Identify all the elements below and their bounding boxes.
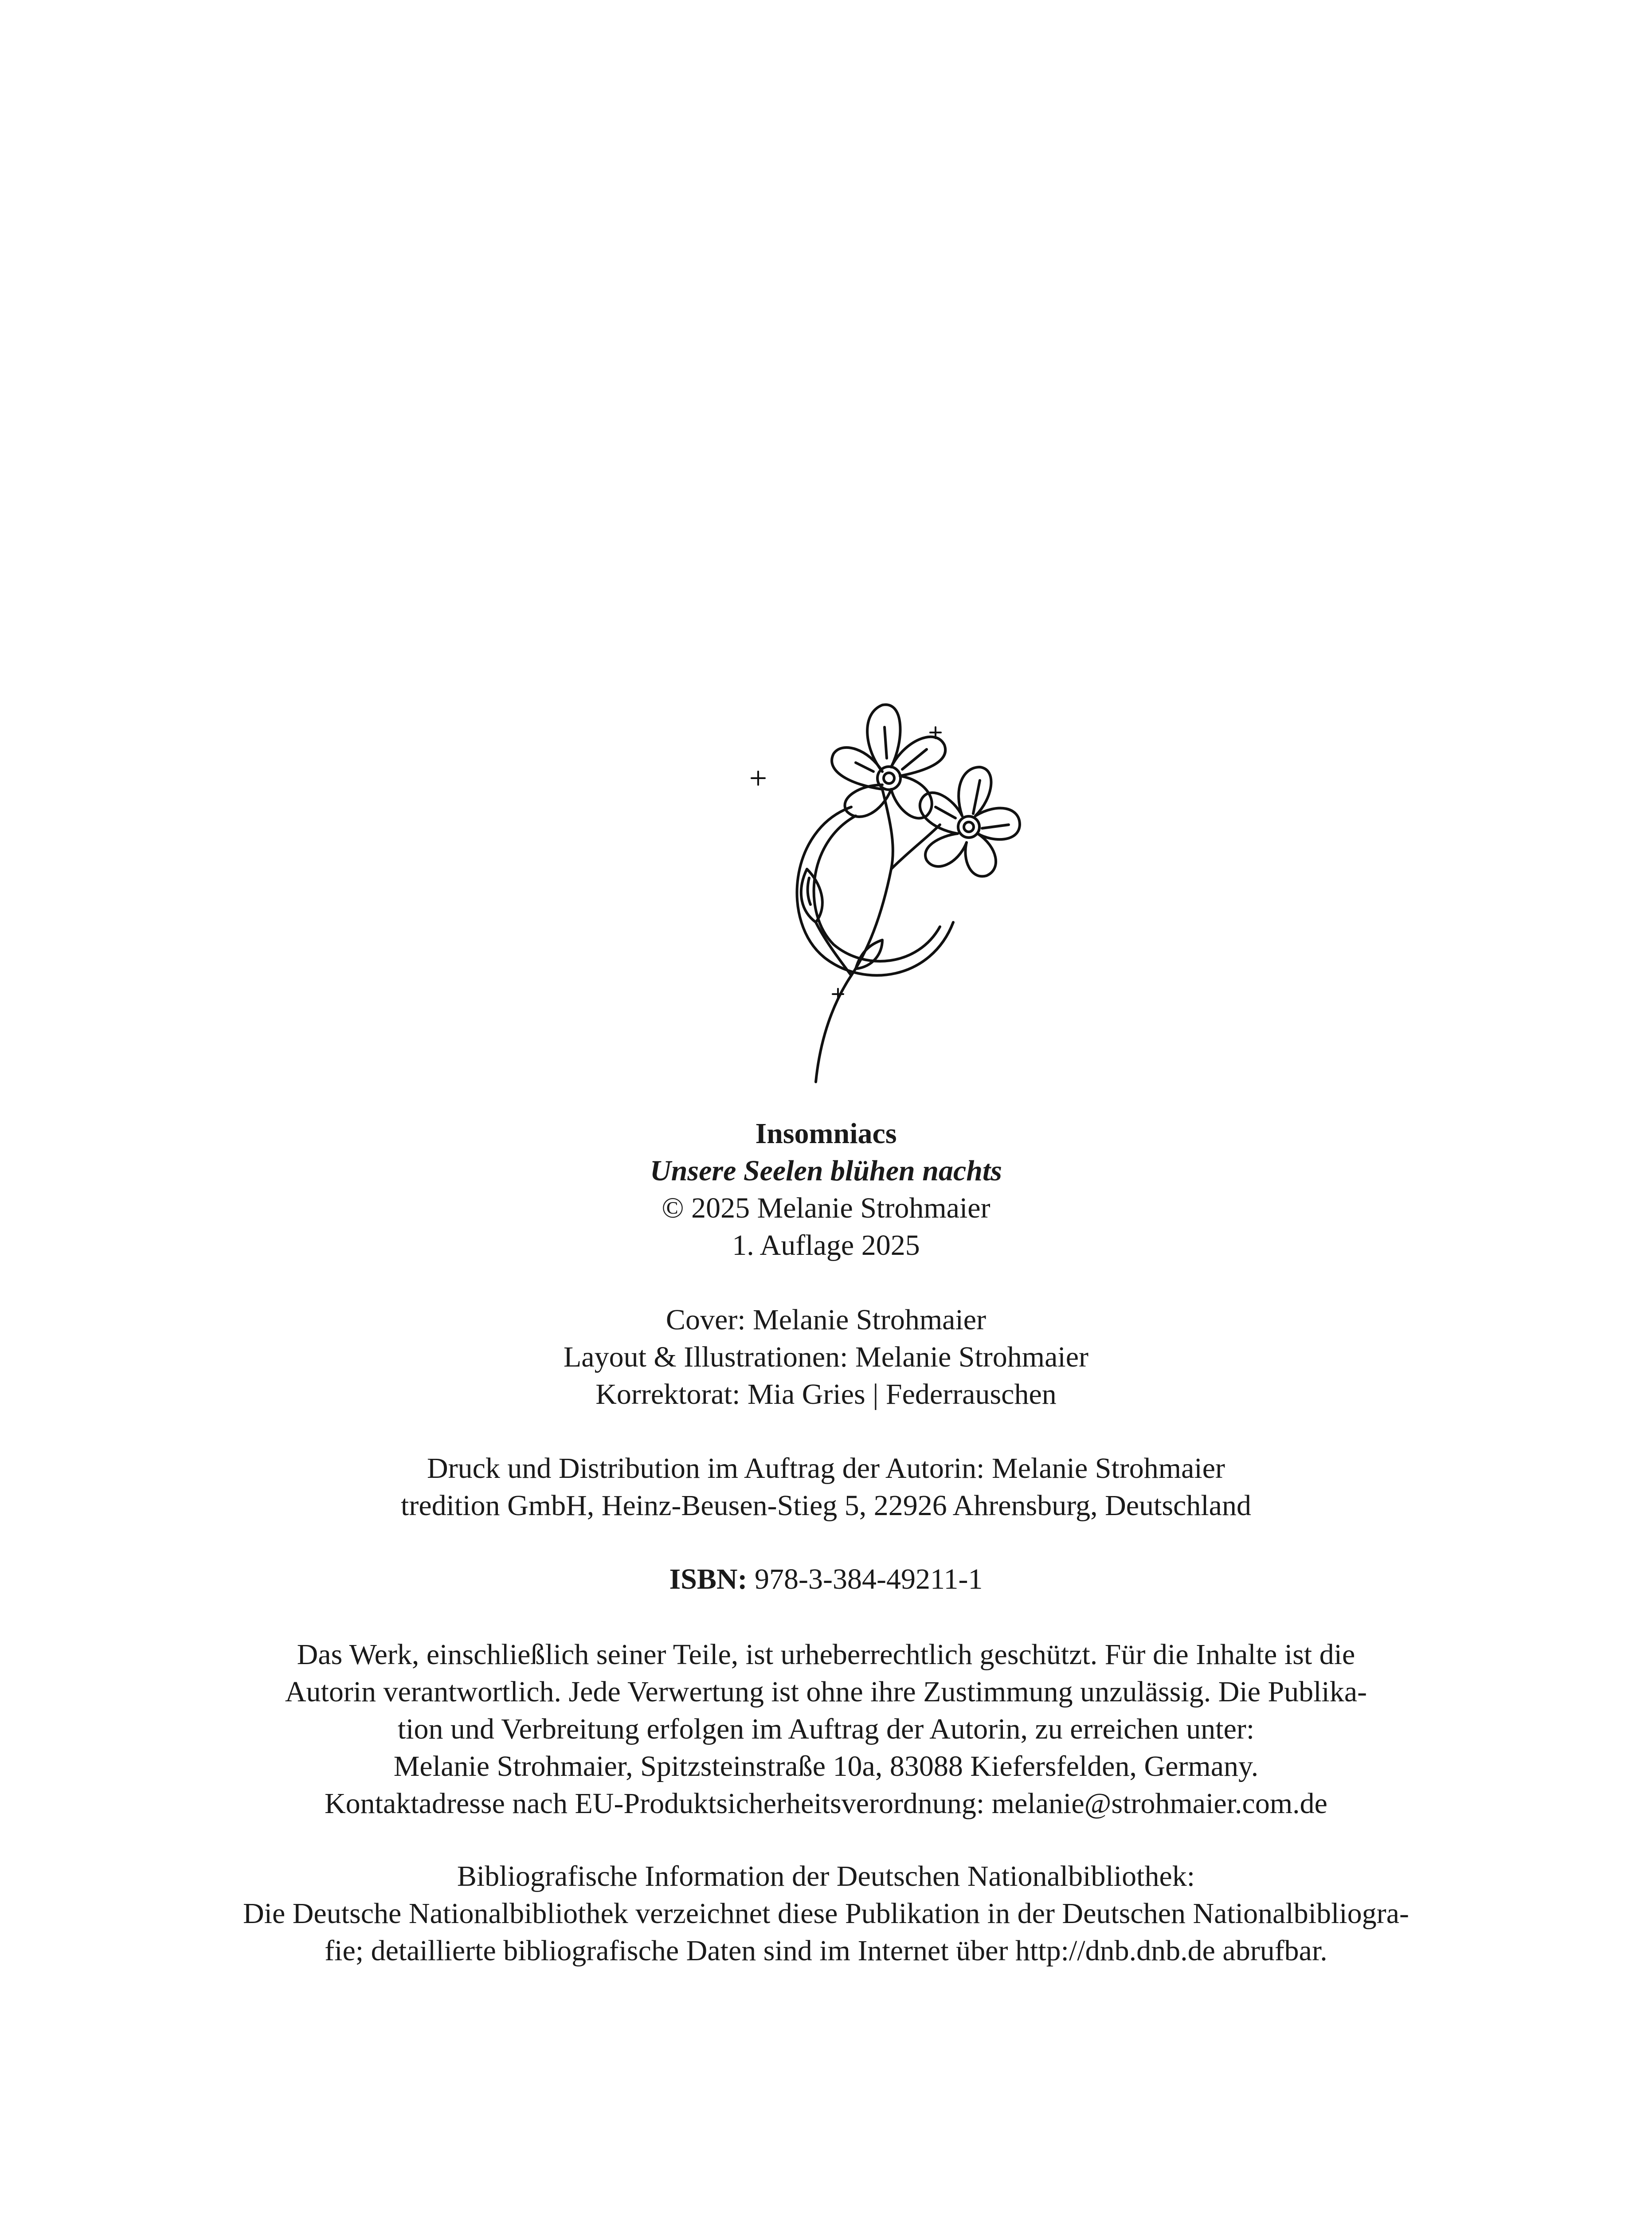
credits-block — [0, 1301, 1652, 1413]
edition-line: 1. Auflage 2025 — [732, 1229, 920, 1261]
biblio-line-2: Die Deutsche Nationalbibliothek verzeichnet diese Publikation in der Deutschen Nationalbibliogra- — [243, 1897, 1409, 1930]
book-title: Insomniacs — [755, 1117, 897, 1150]
printing-line-1: Druck und Distribution im Auftrag der Autorin: Melanie Strohmaier — [427, 1452, 1225, 1485]
biblio-line-3: fie; detaillierte bibliografische Daten sind im Internet über http://dnb.dnb.de abrufbar. — [325, 1935, 1327, 1967]
book-subtitle: Unsere Seelen blühen nachts — [650, 1155, 1002, 1187]
rights-block — [0, 1636, 1652, 1822]
printing-line-2: tredition GmbH, Heinz-Beusen-Stieg 5, 22926 Ahrensburg, Deutschland — [401, 1489, 1251, 1522]
cover-credit: Cover: Melanie Strohmaier — [665, 1304, 987, 1336]
rights-line-5: Kontaktadresse nach EU-Produktsicherheitsverordnung: melanie@strohmaier.com.de — [325, 1787, 1327, 1820]
layout-credit: Layout & Illustrationen: Melanie Strohmaier — [563, 1341, 1089, 1373]
biblio-line-1: Bibliografische Information der Deutschen Nationalbibliothek: — [457, 1860, 1195, 1892]
rights-line-4: Melanie Strohmaier, Spitzsteinstraße 10a, 83088 Kiefersfelden, Germany. — [393, 1750, 1259, 1782]
rights-line-2: Autorin verantwortlich. Jede Verwertung ist ohne ihre Zustimmung unzulässig. Die Publika- — [285, 1676, 1367, 1708]
proofreading-credit: Korrektorat: Mia Gries | Federrauschen — [595, 1378, 1057, 1410]
rights-line-3: tion und Verbreitung erfolgen im Auftrag der Autorin, zu erreichen unter: — [397, 1713, 1255, 1745]
title-block — [0, 1115, 1652, 1264]
rights-line-1: Das Werk, einschließlich seiner Teile, ist urheberrechtlich geschützt. Für die Inhalte ist die — [297, 1638, 1355, 1671]
isbn-line — [0, 1561, 1652, 1598]
isbn-label: ISBN: — [669, 1563, 748, 1595]
bibliography-block — [0, 1858, 1652, 1970]
isbn-block — [0, 1561, 1652, 1598]
printing-block — [0, 1450, 1652, 1524]
isbn-value: 978-3-384-49211-1 — [755, 1563, 983, 1595]
moon-flower-icon — [749, 638, 1024, 1086]
copyright-line: © 2025 Melanie Strohmaier — [662, 1192, 990, 1224]
